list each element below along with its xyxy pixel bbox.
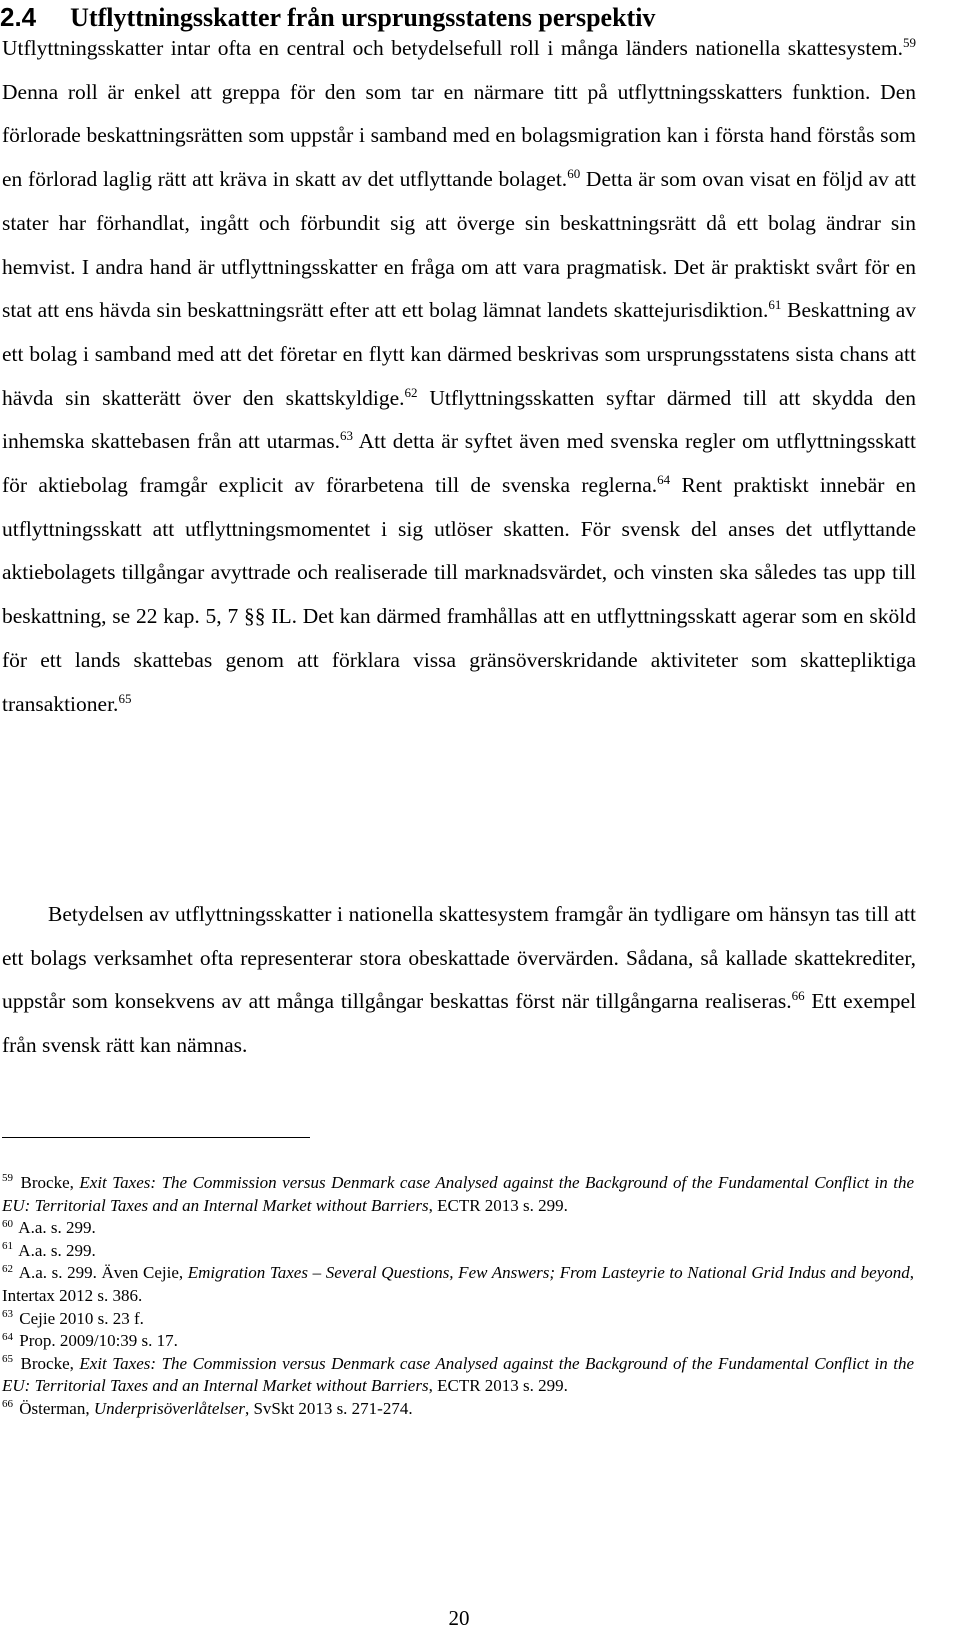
footnote-number: 66 [2,1398,13,1411]
paragraph-text: Beskattning av ett bolag i samband med att det företar en flytt kan därmed beskrivas som ursprungsstatens sista chans att hävda sin skatterätt över den skattskyldige. [2,298,916,410]
footnote-text: A.a. s. 299. [15,1218,96,1238]
footnote-text: Brocke, [15,1173,80,1192]
footnote [2,1330,914,1353]
footnote-text: Brocke, [15,1353,80,1373]
section-title: Utflyttningsskatter från ursprungsstatens perspektiv [70,3,656,32]
footnote-ref[interactable]: 60 [567,165,581,181]
footnote [2,1240,914,1263]
footnote-number: 59 [2,1172,13,1185]
footnote-ref[interactable]: 66 [791,988,805,1004]
footnote [2,1262,914,1307]
footnote-title: Exit Taxes: The Commission versus Denmark case Analysed against the Background of the Fundamental Conflict in the EU: Territorial Taxes and an Internal Market without Barriers [2,1173,915,1215]
footnote-ref[interactable]: 65 [118,690,132,706]
footnote-text: A.a. s. 299. Även Cejie, [15,1263,188,1283]
paragraph-1 [2,27,916,726]
section-number: 2.4 [0,2,37,32]
paragraph-text: Rent praktiskt innebär en utflyttningsskatt att utflyttningsmomentet i sig utlöser skatten. För svensk del anses det utflyttande aktiebolagets tillgångar avyttrade och realiserade till marknadsvärdet, och vinsten ska således tas upp till beskattning, se 22 kap. 5, 7 §§ IL. Det kan därmed framhållas att en utflyttningsskatt agerar som en sköld för ett lands skattebas genom att förklara vissa gränsöverskridande aktiviteter som skattepliktiga transaktioner. [2,473,917,716]
footnote-text: , ECTR 2013 s. 299. [428,1376,568,1396]
footnote-number: 64 [2,1330,13,1343]
footnote [2,1308,914,1331]
footnotes [2,1172,914,1421]
paragraph-text: Att detta är syftet även med svenska regler om utflyttningsskatt för aktiebolag framgår explicit av förarbetena till de svenska reglerna. [2,429,916,498]
footnote-number: 60 [2,1217,13,1230]
paragraph-text: Ett exempel från svensk rätt kan nämnas. [2,989,916,1058]
footnote [2,1353,914,1398]
footnote-text: , SvSkt 2013 s. 271-274. [244,1398,413,1418]
footnote-text: , ECTR 2013 s. 299. [428,1195,568,1215]
footnote-text: Cejie 2010 s. 23 f. [15,1308,144,1328]
paragraph-2 [2,893,916,1068]
footnote-ref[interactable]: 64 [657,471,671,487]
footnote [2,1172,914,1217]
paragraph-text: Betydelsen av utflyttningsskatter i nationella skattesystem framgår än tydligare om hänsyn tas till att ett bolags verksamhet ofta representerar stora obeskattade övervärden. Sådana, så kallade skattekrediter, uppstår som konsekvens av att många tillgångar beskattas först när tillgångarna realiseras. [2,902,916,1014]
footnote-ref[interactable]: 59 [903,34,916,50]
footnote-text: , Intertax 2012 s. 386. [2,1263,914,1305]
footnote-title: Underprisöverlåtelser [93,1398,245,1418]
footnote-text: A.a. s. 299. [15,1240,96,1260]
footnote-number: 62 [2,1262,13,1275]
paragraph-text: Detta är som ovan visat en följd av att stater har förhandlat, ingått och förbundit sig att överge sin beskattningsrätt då ett bolag ändrar sin hemvist. I andra hand är utflyttningsskatter en fråga om att vara pragmatisk. Det är praktiskt svårt för en stat att ens hävda sin beskattningsrätt efter att ett bolag lämnat landets skattejurisdiktion. [2,167,917,323]
footnote-text: Österman, [15,1398,94,1418]
footnote [2,1217,914,1240]
footnote-number: 65 [2,1353,13,1366]
footnote-title: Exit Taxes: The Commission versus Denmark case Analysed against the Background of the Fundamental Conflict in the EU: Territorial Taxes and an Internal Market without Barriers [2,1353,915,1396]
paragraph-text: Denna roll är enkel att greppa för den som tar en närmare titt på utflyttningsskatters funktion. Den förlorade beskattningsrätten som uppstår i samband med en bolagsmigration kan i första hand förstås som en förlorad laglig rätt att kräva in skatt av det utflyttande bolaget. [2,79,916,192]
footnote-ref[interactable]: 62 [404,384,418,400]
footnote-title: Emigration Taxes – Several Questions, Few Answers; From Lasteyrie to National Grid Indus and beyond [187,1263,910,1283]
page-number: 20 [448,1606,470,1630]
footnote-number: 63 [2,1307,13,1320]
footnote [2,1398,914,1421]
footnote-separator [2,1137,310,1138]
footnote-ref[interactable]: 63 [340,428,354,444]
paragraph-text: Utflyttningsskatten syftar därmed till att skydda den inhemska skattebasen från att utarmas. [2,385,917,454]
footnote-ref[interactable]: 61 [768,297,782,313]
footnote-number: 61 [2,1240,13,1253]
footnote-text: Prop. 2009/10:39 s. 17. [15,1331,178,1351]
paragraph-text: Utflyttningsskatter intar ofta en central och betydelsefull roll i många länders nationella skattesystem. [2,36,903,60]
